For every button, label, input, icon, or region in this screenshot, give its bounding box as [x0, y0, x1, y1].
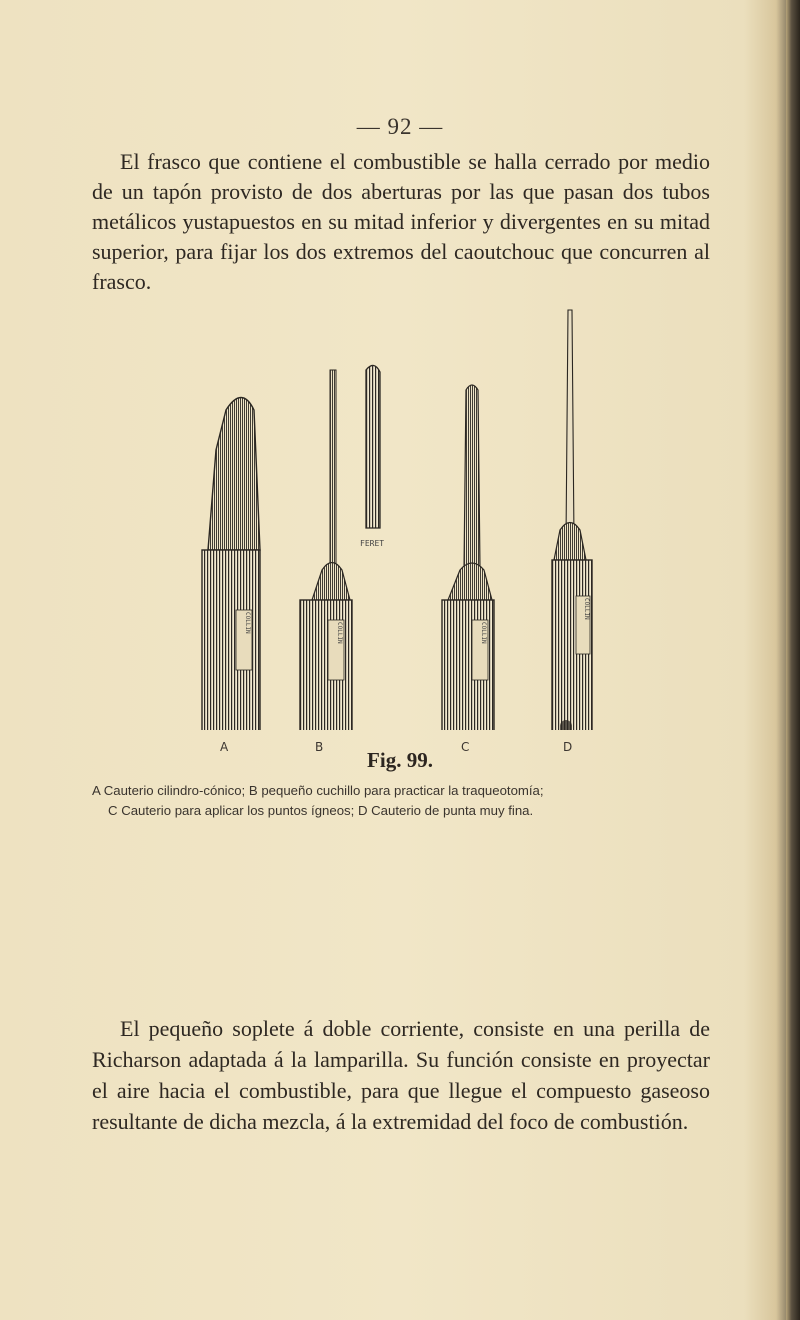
figure-label-a: A — [220, 740, 229, 754]
instrument-c — [442, 385, 494, 730]
figure-caption — [92, 781, 722, 821]
page-edge-shadow — [786, 0, 800, 1320]
engraved-mark: FERET — [360, 539, 385, 548]
caption-line-1: A Cauterio cilindro-cónico; B pequeño cuchillo para practicar la traqueotomía; — [92, 783, 544, 798]
handle-mark-b: COLLIN — [336, 622, 343, 644]
instrument-b — [300, 365, 384, 730]
instrument-a — [202, 398, 260, 731]
handle-mark-a: COLLIN — [244, 612, 251, 634]
figure-label-c: C — [461, 740, 470, 754]
figure-title: Fig. 99. — [367, 748, 433, 772]
paragraph-1: El frasco que contiene el combustible se halla cerrado por medio de un tapón provisto de dos aberturas por las que pasan dos tubos metálicos yustapuestos en su mitad inferior y divergentes en su mitad superior, para fijar los dos extremos del caoutchouc que concurren al frasco. — [92, 149, 710, 294]
figure-label-b: B — [315, 740, 324, 754]
handle-mark-d: COLLIN — [583, 598, 590, 620]
cautery-illustration — [180, 300, 620, 730]
page-number: — 92 — — [356, 114, 444, 139]
paragraph-2: El pequeño soplete á doble corriente, consiste en una perilla de Richarson adaptada á la lamparilla. Su función consiste en proyectar el aire hacia el combustible, para que llegue el compuesto gaseoso resultante de dicha mezcla, á la extremidad del foco de combustión. — [92, 1016, 710, 1134]
handle-mark-c: COLLIN — [480, 622, 487, 644]
figure-label-d: D — [563, 740, 573, 754]
caption-line-2: C Cauterio para aplicar los puntos ígneos; D Cauterio de punta muy fina. — [108, 803, 534, 818]
instrument-d — [542, 310, 602, 730]
